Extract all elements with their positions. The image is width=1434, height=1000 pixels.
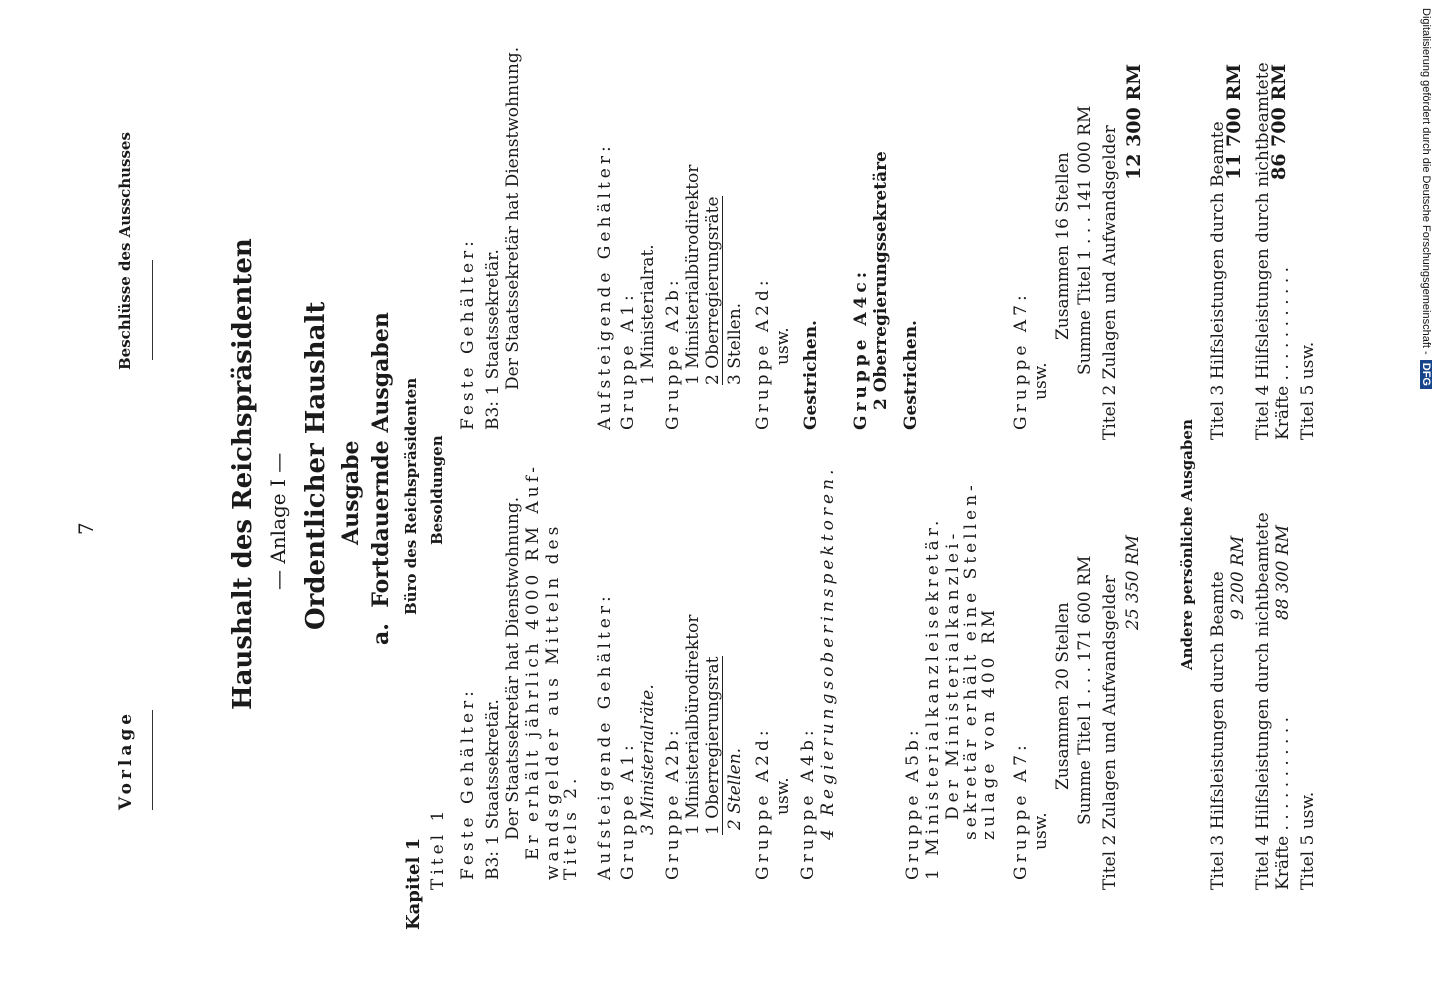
section-title: Fortdauernde Ausgaben (368, 312, 394, 608)
group-a2b-label: Gruppe A2b: (663, 726, 683, 880)
sum-titel1: Summe Titel 1 . . . 171 600 RM (1075, 555, 1095, 825)
right-sum-titel1: Summe Titel 1 . . . 141 000 RM (1075, 105, 1095, 375)
fixed-salaries-label: Feste Gehälter: (458, 687, 478, 880)
chapter-label: Kapitel 1 (403, 837, 424, 930)
header-right-label: Beschlüsse des Ausschusses (116, 132, 134, 370)
group-a1-label: Gruppe A1: (618, 741, 638, 880)
right-group-a2b-label: Gruppe A2b: (663, 276, 683, 430)
a2d-line: usw. (773, 777, 793, 815)
receives-line-2: wandsgelder aus Mitteln des (543, 522, 563, 880)
titel4-amount: 88 300 RM (1273, 524, 1293, 620)
right-b3-line: B3: 1 Staatssekretär. (483, 249, 503, 430)
right-titel2-amount: 12 300 RM (1123, 63, 1145, 180)
dfg-credit (1420, 8, 1432, 389)
right-a2b-line-1: 1 Ministerialbürodirektor (683, 164, 703, 385)
titel2-amount: 25 350 RM (1123, 534, 1143, 630)
right-a2b-line-2: 2 Oberregierungsräte (703, 196, 723, 385)
header-left-rule (152, 710, 153, 810)
right-a1-line: 1 Ministerialrat. (638, 244, 658, 385)
a5b-line-4: zulage von 400 RM (979, 605, 999, 840)
right-secretary-note: Der Staatssekretär hat Dienstwohnung. (503, 46, 523, 390)
a2b-line-1: 1 Ministerialbürodirektor (683, 614, 703, 835)
expense-heading: Ausgabe (338, 440, 364, 545)
a4b-line: 4 Regierungsoberinspektoren. (818, 465, 838, 840)
right-rising-salaries-label: Aufsteigende Gehälter: (595, 142, 615, 430)
document-title: Haushalt des Reichspräsidenten (228, 238, 258, 710)
right-total-posts: Zusammen 16 Stellen (1053, 152, 1073, 340)
annex-label: — Anlage I — (266, 452, 290, 590)
salaries-heading: Besoldungen (428, 435, 446, 545)
right-a7-line: usw. (1031, 362, 1051, 400)
office-heading: Büro des Reichspräsidenten (402, 377, 420, 615)
header-right-rule (152, 260, 153, 360)
right-titel3-amount: 11 700 RM (1223, 63, 1245, 180)
titel3-amount: 9 200 RM (1228, 535, 1248, 620)
right-a4c-line: 2 Oberregierungssekretäre (871, 151, 891, 410)
section-letter: a (368, 630, 394, 645)
total-posts: Zusammen 20 Stellen (1053, 602, 1073, 790)
secretary-note: Der Staatssekretär hat Dienstwohnung. (503, 496, 523, 840)
a5b-line-2: Der Ministerialkanzlei- (943, 529, 963, 820)
other-personal-heading: Andere persönliche Ausgaben (1178, 419, 1196, 670)
right-titel4-amount: 86 700 RM (1268, 63, 1290, 180)
right-group-a1-label: Gruppe A1: (618, 291, 638, 430)
header-left-label: Vorlage (116, 709, 136, 810)
right-group-a7-label: Gruppe A7: (1011, 291, 1031, 430)
struck-note-1: Gestrichen. (801, 320, 821, 430)
right-group-a2d-label: Gruppe A2d: (753, 276, 773, 430)
group-a7-label: Gruppe A7: (1011, 741, 1031, 880)
section-heading: a. Fortdauernde Ausgaben (368, 312, 394, 645)
titel2-line: Titel 2 Zulagen und Aufwandsgelder (1100, 575, 1120, 890)
titel4-line: Titel 4 Hilfsleistungen durch nichtbeamtete (1253, 512, 1273, 890)
group-a5b-label: Gruppe A5b: (903, 726, 923, 880)
group-a2d-label: Gruppe A2d: (753, 726, 773, 880)
right-titel5-line: Titel 5 usw. (1298, 341, 1318, 440)
right-titel4-line: Titel 4 Hilfsleistungen durch nichtbeamtete (1253, 62, 1273, 440)
receives-line-3: Titels 2. (561, 774, 581, 880)
a2b-line-2: 1 Oberregierungsrat (703, 656, 723, 835)
dfg-logo-badge: DFG (1420, 360, 1432, 389)
b3-line: B3: 1 Staatssekretär. (483, 699, 503, 880)
right-titel3-line: Titel 3 Hilfsleistungen durch Beamte (1208, 121, 1228, 440)
right-fixed-salaries-label: Feste Gehälter: (458, 237, 478, 430)
dfg-credit-text: Digitalisierung gefördert durch die Deutsche Forschungsgemeinschaft - (1420, 8, 1432, 355)
right-titel2-line: Titel 2 Zulagen und Aufwandsgelder (1100, 125, 1120, 440)
a5b-line-3: sekretär erhält eine Stellen- (961, 481, 981, 840)
a2b-line-3: 2 Stellen. (725, 747, 745, 830)
a5b-line-1: 1 Ministerialkanzleisekretär. (923, 516, 943, 880)
a7-line: usw. (1031, 812, 1051, 850)
group-a4b-label: Gruppe A4b: (798, 726, 818, 880)
struck-note-2: Gestrichen. (901, 320, 921, 430)
right-a2b-line-3: 3 Stellen. (725, 302, 745, 385)
right-titel4-line-b: Kräfte . . . . . . . . . . . (1273, 266, 1293, 440)
right-group-a4c-label: Gruppe A4c: (851, 268, 871, 430)
titel3-line: Titel 3 Hilfsleistungen durch Beamte (1208, 571, 1228, 890)
titel5-line: Titel 5 usw. (1298, 791, 1318, 890)
page-number: 7 (74, 522, 98, 535)
receives-line: Er erhält jährlich 4000 RM Auf- (523, 462, 543, 860)
titel1-label: Titel 1 (428, 806, 448, 890)
right-a2d-line: usw. (773, 327, 793, 365)
a1-line: 3 Ministerialräte. (638, 684, 658, 835)
titel4-line-b: Kräfte . . . . . . . . . . . (1273, 716, 1293, 890)
budget-heading: Ordentlicher Haushalt (301, 301, 331, 630)
rising-salaries-label: Aufsteigende Gehälter: (595, 592, 615, 880)
